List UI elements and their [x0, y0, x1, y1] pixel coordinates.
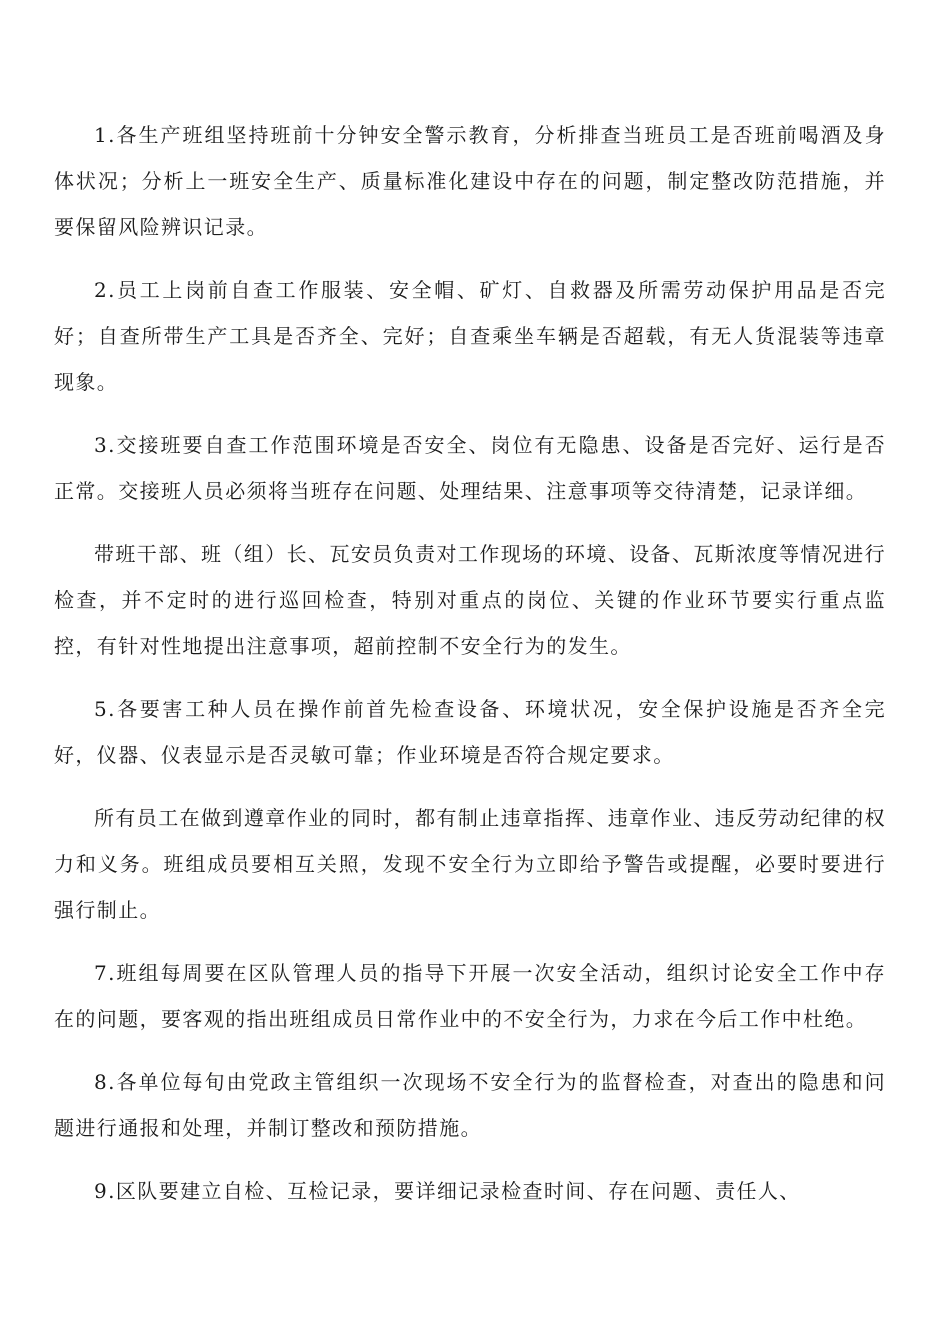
paragraph-9: 9.区队要建立自检、互检记录，要详细记录检查时间、存在问题、责任人、 [94, 1179, 801, 1203]
paragraph-3: 3.交接班要自查工作范围环境是否安全、岗位有无隐患、设备是否完好、运行是否正常。交接班人员必须将当班存在问题、处理结果、注意事项等交待清楚，记录详细。 [54, 433, 886, 503]
paragraph-6: 所有员工在做到遵章作业的同时，都有制止违章指挥、违章作业、违反劳动纪律的权力和义务。班组成员要相互关照，发现不安全行为立即给予警告或提醒，必要时要进行强行制止。 [54, 806, 886, 922]
document-body [54, 112, 886, 1231]
paragraph-7: 7.班组每周要在区队管理人员的指导下开展一次安全活动，组织讨论安全工作中存在的问题，要客观的指出班组成员日常作业中的不安全行为，力求在今后工作中杜绝。 [54, 961, 886, 1031]
paragraph-1: 1.各生产班组坚持班前十分钟安全警示教育，分析排查当班员工是否班前喝酒及身体状况；分析上一班安全生产、质量标准化建设中存在的问题，制定整改防范措施，并要保留风险辨识记录。 [54, 123, 886, 239]
paragraph-8: 8.各单位每旬由党政主管组织一次现场不安全行为的监督检查，对查出的隐患和问题进行通报和处理，并制订整改和预防措施。 [54, 1070, 886, 1140]
paragraph-2: 2.员工上岗前自查工作服装、安全帽、矿灯、自救器及所需劳动保护用品是否完好；自查所带生产工具是否齐全、完好；自查乘坐车辆是否超载，有无人货混装等违章现象。 [54, 278, 886, 394]
paragraph-5: 5.各要害工种人员在操作前首先检查设备、环境状况，安全保护设施是否齐全完好，仪器、仪表显示是否灵敏可靠；作业环境是否符合规定要求。 [54, 697, 886, 767]
paragraph-4: 带班干部、班（组）长、瓦安员负责对工作现场的环境、设备、瓦斯浓度等情况进行检查，并不定时的进行巡回检查，特别对重点的岗位、关键的作业环节要实行重点监控，有针对性地提出注意事项，超前控制不安全行为的发生。 [54, 542, 886, 658]
